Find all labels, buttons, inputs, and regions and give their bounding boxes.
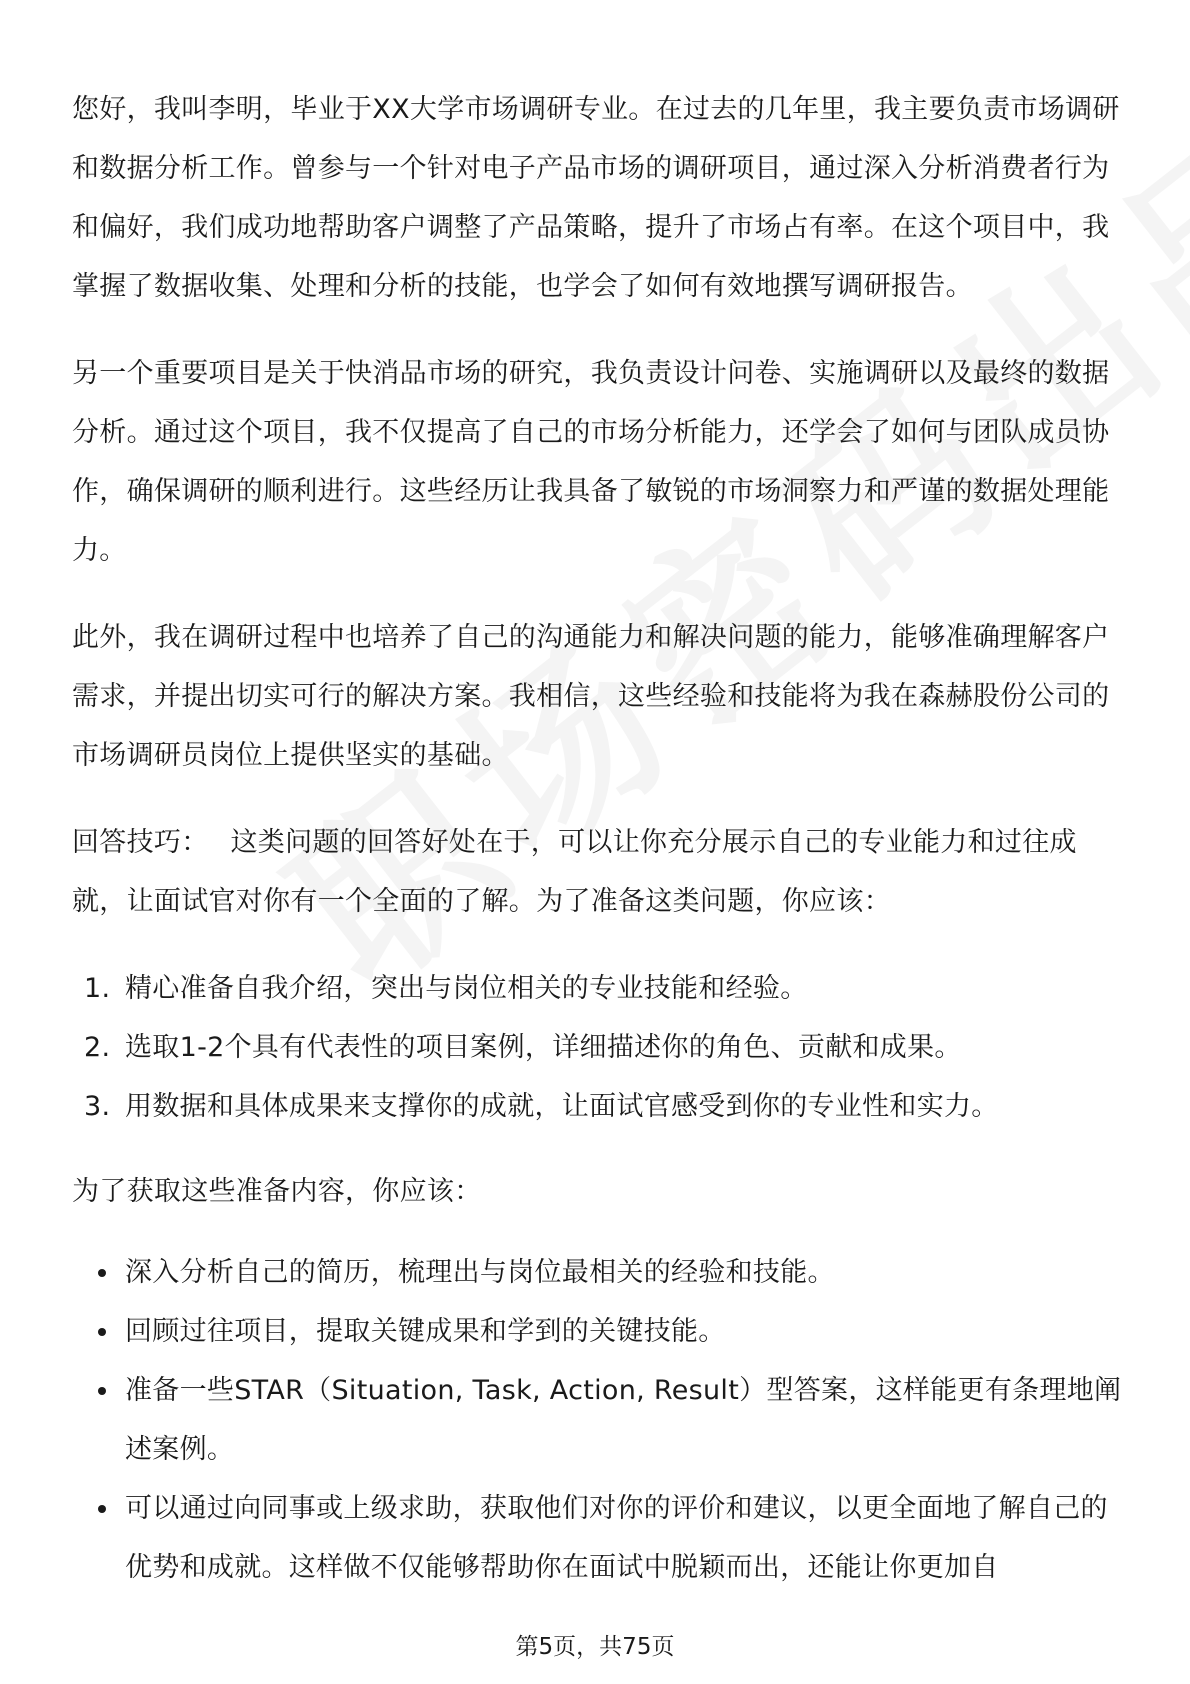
page-number-footer: 第5页，共75页 bbox=[515, 1634, 675, 1660]
answer-tips-label: 回答技巧： bbox=[72, 827, 209, 858]
list-item-text: 选取1-2个具有代表性的项目案例，详细描述你的角色、贡献和成果。 bbox=[125, 1032, 962, 1063]
list-item-text: 回顾过往项目，提取关键成果和学到的关键技能。 bbox=[125, 1316, 726, 1347]
answer-tips-text: 这类问题的回答好处在于，可以让你充分展示自己的专业能力和过往成就，让面试官对你有一个全面的了解。为了准备这类问题，你应该： bbox=[72, 827, 1077, 917]
list-item bbox=[72, 1361, 1122, 1479]
list-item-text: 精心准备自我介绍，突出与岗位相关的专业技能和经验。 bbox=[125, 973, 808, 1004]
list-item bbox=[72, 1077, 1122, 1136]
list-item-text: 可以通过向同事或上级求助，获取他们对你的评价和建议，以更全面地了解自己的优势和成就。这样做不仅能够帮助你在面试中脱颖而出，还能让你更加自 bbox=[125, 1493, 1108, 1583]
list-number: 2. bbox=[84, 1032, 111, 1063]
list-item bbox=[72, 1302, 1122, 1361]
list-number: 1. bbox=[84, 973, 111, 1004]
list-item-text: 准备一些STAR（Situation, Task, Action, Result）型答案，这样能更有条理地阐述案例。 bbox=[125, 1375, 1122, 1465]
paragraph-project: 另一个重要项目是关于快消品市场的研究，我负责设计问卷、实施调研以及最终的数据分析。通过这个项目，我不仅提高了自己的市场分析能力，还学会了如何与团队成员协作，确保调研的顺利进行。这些经历让我具备了敏锐的市场洞察力和严谨的数据处理能力。 bbox=[72, 358, 1110, 566]
bullet-icon bbox=[98, 1387, 106, 1395]
tips-ordered-list bbox=[72, 959, 1122, 1136]
paragraph-intro: 您好，我叫李明，毕业于XX大学市场调研专业。在过去的几年里，我主要负责市场调研和数据分析工作。曾参与一个针对电子产品市场的调研项目，通过深入分析消费者行为和偏好，我们成功地帮助客户调整了产品策略，提升了市场占有率。在这个项目中，我掌握了数据收集、处理和分析的技能，也学会了如何有效地撰写调研报告。 bbox=[72, 94, 1120, 302]
list-item bbox=[72, 1243, 1122, 1302]
list-item-text: 深入分析自己的简历，梳理出与岗位最相关的经验和技能。 bbox=[125, 1257, 835, 1288]
list-item bbox=[72, 1018, 1122, 1077]
list-item bbox=[72, 959, 1122, 1018]
list-number: 3. bbox=[84, 1091, 111, 1122]
list-item bbox=[72, 1479, 1122, 1597]
bullet-icon bbox=[98, 1505, 106, 1513]
paragraph-skills: 此外，我在调研过程中也培养了自己的沟通能力和解决问题的能力，能够准确理解客户需求，并提出切实可行的解决方案。我相信，这些经验和技能将为我在森赫股份公司的市场调研员岗位上提供坚实的基础。 bbox=[72, 622, 1110, 771]
prep-intro: 为了获取这些准备内容，你应该： bbox=[72, 1176, 482, 1207]
list-item-text: 用数据和具体成果来支撑你的成就，让面试官感受到你的专业性和实力。 bbox=[125, 1091, 999, 1122]
prep-bullet-list bbox=[72, 1243, 1122, 1597]
answer-tips bbox=[72, 813, 1122, 931]
document-body bbox=[72, 80, 1122, 1597]
bullet-icon bbox=[98, 1328, 106, 1336]
bullet-icon bbox=[98, 1269, 106, 1277]
